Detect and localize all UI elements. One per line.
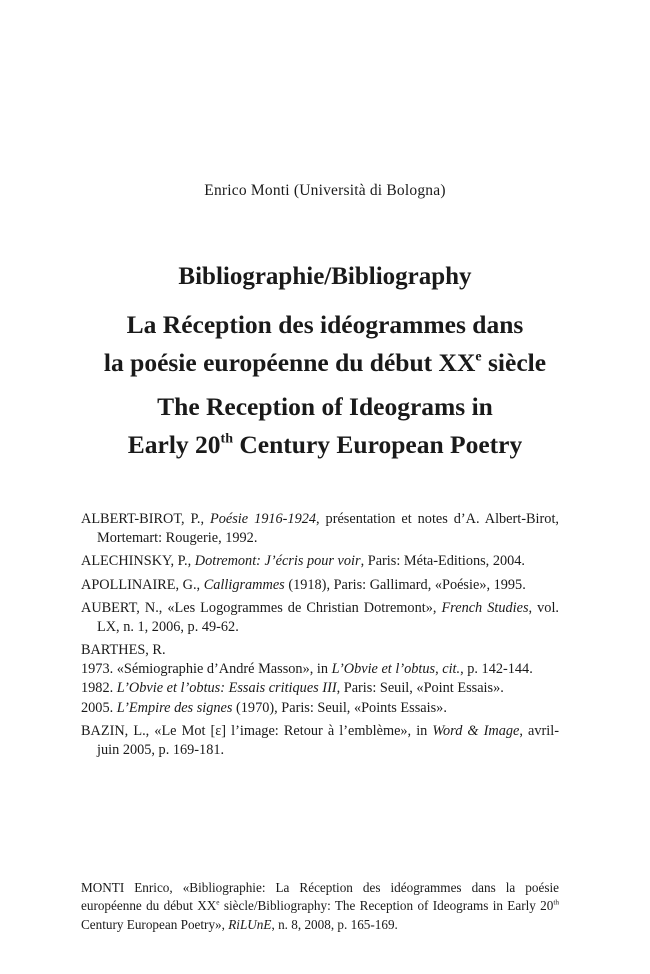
bib-author: ALBERT-BIROT, P., xyxy=(81,511,205,527)
english-title xyxy=(0,388,650,464)
bib-article: «Le Mot [ε] l’image: Retour à l’emblème», in xyxy=(149,723,433,739)
bib-title: Dotremont: J’écris pour voir xyxy=(194,553,361,569)
bib-year: 2005. xyxy=(81,699,117,716)
french-title-end: siècle xyxy=(481,348,547,377)
bib-details: , présentation et notes d’A. Albert-Birot, Mortemart: Rougerie, 1992. xyxy=(97,511,559,546)
english-title-end: Century European Poetry xyxy=(233,430,523,459)
bib-details: , vol. LX, n. 1, 2006, p. 49-62. xyxy=(97,600,559,635)
bib-title: Calligrammes xyxy=(203,576,285,593)
ordinal-superscript: th xyxy=(220,431,234,447)
bib-details: (1918), Paris: Gallimard, «Poésie», 1995. xyxy=(284,576,526,593)
bib-year: 1982. xyxy=(81,680,117,696)
bib-entry-barthes xyxy=(81,641,559,660)
citation-text: MONTI Enrico, «Bibliographie: La Réception des idéogrammes dans la poésie européenne du début xyxy=(81,880,559,914)
citation-text-2: siècle/Bibliography: The Reception of Ideograms in Early 20 xyxy=(219,898,554,914)
bib-work-barthes-2005 xyxy=(81,699,559,718)
citation-journal: RiLUnE xyxy=(228,916,272,932)
french-title-line2 xyxy=(0,344,650,382)
citation-footer xyxy=(81,879,559,934)
english-title-line2 xyxy=(0,426,650,464)
bib-title: L’Empire des signes xyxy=(116,699,233,716)
bib-details: , p. 142-144. xyxy=(460,660,533,677)
bib-separator: , xyxy=(435,660,443,677)
bib-article: «Les Logogrammes de Christian Dotremont», xyxy=(162,600,442,616)
bib-title: Poésie 1916-1924 xyxy=(210,511,317,527)
bib-work-barthes-1973 xyxy=(81,660,559,679)
bib-entry-alechinsky xyxy=(81,552,559,571)
bib-title: L’Obvie et l’obtus: Essais critiques III xyxy=(116,680,337,696)
bib-entry-albert-birot xyxy=(81,510,559,547)
bib-author: BARTHES, R. xyxy=(81,642,166,658)
citation-century: XX xyxy=(197,898,217,914)
french-title-text: la poésie européenne du début xyxy=(103,348,439,377)
bib-title: L’Obvie et l’obtus xyxy=(331,660,436,677)
bib-author: APOLLINAIRE, G., xyxy=(81,576,201,593)
bib-author: BAZIN, L., xyxy=(81,723,150,739)
french-title xyxy=(0,306,650,382)
bibliography-heading: Bibliographie/Bibliography xyxy=(178,263,472,290)
citation-sup-2: th xyxy=(553,898,559,907)
bib-details: , Paris: Méta-Editions, 2004. xyxy=(360,553,525,569)
french-title-line1: La Réception des idéogrammes dans xyxy=(126,310,524,339)
english-title-line1: The Reception of Ideograms in xyxy=(157,392,493,421)
citation-text-3: Century European Poetry», xyxy=(81,916,229,932)
bib-title: Word & Image xyxy=(432,723,520,739)
bib-cit: cit. xyxy=(442,660,461,677)
english-title-text: Early 20 xyxy=(127,430,221,459)
bib-details: , Paris: Seuil, «Point Essais». xyxy=(336,680,504,696)
bib-entry-apollinaire xyxy=(81,576,559,595)
citation-sup: e xyxy=(216,898,220,907)
bib-work-barthes-1982 xyxy=(81,679,559,698)
author-line: Enrico Monti (Università di Bologna) xyxy=(204,182,446,199)
bib-article: 1973. «Sémiographie d’André Masson», in xyxy=(81,660,332,677)
bib-title: French Studies xyxy=(441,600,529,616)
bib-entry-bazin xyxy=(81,722,559,759)
bib-details: (1970), Paris: Seuil, «Points Essais». xyxy=(232,699,447,716)
bibliography-list xyxy=(81,510,559,759)
bib-details: , avril-juin 2005, p. 169-181. xyxy=(97,723,559,758)
bib-author: AUBERT, N., xyxy=(81,600,163,616)
bib-entry-aubert xyxy=(81,599,559,636)
century-superscript: e xyxy=(475,349,482,365)
citation-details: , n. 8, 2008, p. 165-169. xyxy=(271,916,398,932)
century-numeral: XX xyxy=(438,348,476,377)
bib-author: ALECHINSKY, P., xyxy=(81,553,192,569)
